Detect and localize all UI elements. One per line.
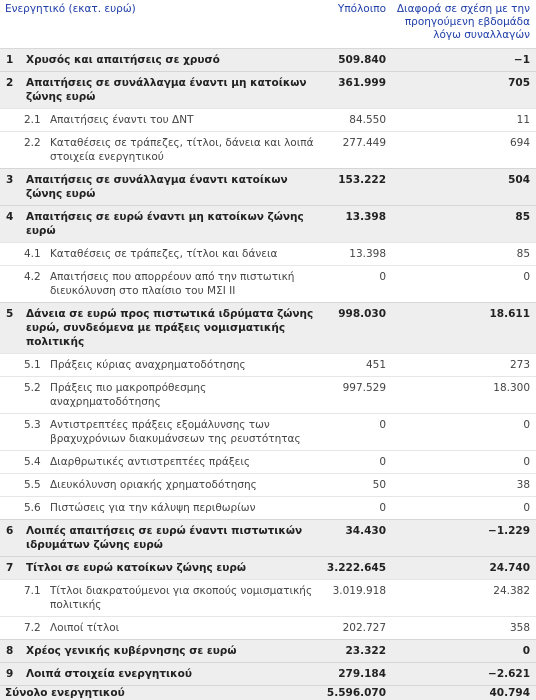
row-number: 6 (0, 520, 22, 557)
table-subrow (0, 132, 536, 169)
row-indent (0, 617, 22, 640)
row-difference: 0 (390, 640, 536, 663)
row-balance: 84.550 (320, 109, 390, 132)
table-subrow (0, 474, 536, 497)
row-indent (0, 109, 22, 132)
row-difference: 85 (390, 243, 536, 266)
row-indent (0, 377, 22, 414)
row-number: 5 (0, 303, 22, 354)
row-label: Πιστώσεις για την κάλυψη περιθωρίων (46, 497, 320, 520)
row-number: 5.1 (22, 354, 46, 377)
row-difference: 0 (390, 451, 536, 474)
row-balance: 998.030 (320, 303, 390, 354)
row-balance: 3.222.645 (320, 557, 390, 580)
row-balance: 0 (320, 451, 390, 474)
table-row (0, 557, 536, 580)
table-row (0, 520, 536, 557)
table-row (0, 663, 536, 686)
row-balance: 0 (320, 266, 390, 303)
row-indent (0, 580, 22, 617)
row-difference: 705 (390, 72, 536, 109)
row-label: Διαρθρωτικές αντιστρεπτέες πράξεις (46, 451, 320, 474)
table-row (0, 206, 536, 243)
total-difference: 40.794 (390, 686, 536, 700)
row-difference: 38 (390, 474, 536, 497)
row-number: 4.2 (22, 266, 46, 303)
table-subrow (0, 109, 536, 132)
row-balance: 23.322 (320, 640, 390, 663)
row-balance: 279.184 (320, 663, 390, 686)
row-balance: 153.222 (320, 169, 390, 206)
row-balance: 451 (320, 354, 390, 377)
row-number: 8 (0, 640, 22, 663)
row-number: 2 (0, 72, 22, 109)
row-difference: 504 (390, 169, 536, 206)
row-indent (0, 451, 22, 474)
row-number: 2.2 (22, 132, 46, 169)
row-balance: 34.430 (320, 520, 390, 557)
header-balance: Υπόλοιπο (320, 0, 390, 49)
row-label: Τίτλοι σε ευρώ κατοίκων ζώνης ευρώ (22, 557, 320, 580)
row-number: 4 (0, 206, 22, 243)
row-difference: 358 (390, 617, 536, 640)
row-balance: 202.727 (320, 617, 390, 640)
table-subrow (0, 414, 536, 451)
row-label: Χρυσός και απαιτήσεις σε χρυσό (22, 49, 320, 72)
row-balance: 13.398 (320, 243, 390, 266)
row-number: 9 (0, 663, 22, 686)
table-subrow (0, 497, 536, 520)
row-balance: 361.999 (320, 72, 390, 109)
row-indent (0, 243, 22, 266)
row-difference: 18.300 (390, 377, 536, 414)
header-difference: Διαφορά σε σχέση με την προηγούμενη εβδομάδα λόγω συναλλαγών (390, 0, 536, 49)
table-body (0, 49, 536, 686)
row-difference: −1 (390, 49, 536, 72)
row-difference: −2.621 (390, 663, 536, 686)
row-difference: 24.740 (390, 557, 536, 580)
row-label: Χρέος γενικής κυβέρνησης σε ευρώ (22, 640, 320, 663)
table-subrow (0, 580, 536, 617)
row-number: 4.1 (22, 243, 46, 266)
row-label: Δάνεια σε ευρώ προς πιστωτικά ιδρύματα ζώνης ευρώ, συνδεόμενα με πράξεις νομισματικής πολιτικής (22, 303, 320, 354)
table-row (0, 49, 536, 72)
row-label: Τίτλοι διακρατούμενοι για σκοπούς νομισματικής πολιτικής (46, 580, 320, 617)
row-label: Απαιτήσεις σε συνάλλαγμα έναντι μη κατοίκων ζώνης ευρώ (22, 72, 320, 109)
row-difference: 0 (390, 266, 536, 303)
row-balance: 0 (320, 497, 390, 520)
table-subrow (0, 617, 536, 640)
row-label: Αντιστρεπτέες πράξεις εξομάλυνσης των βραχυχρόνιων διακυμάνσεων της ρευστότητας (46, 414, 320, 451)
row-difference: 85 (390, 206, 536, 243)
row-number: 5.4 (22, 451, 46, 474)
row-label: Καταθέσεις σε τράπεζες, τίτλοι και δάνεια (46, 243, 320, 266)
row-balance: 3.019.918 (320, 580, 390, 617)
row-label: Διευκόλυνση οριακής χρηματοδότησης (46, 474, 320, 497)
row-balance: 50 (320, 474, 390, 497)
total-label: Σύνολο ενεργητικού (0, 686, 320, 700)
row-label: Λοιπά στοιχεία ενεργητικού (22, 663, 320, 686)
row-number: 7.1 (22, 580, 46, 617)
table-subrow (0, 354, 536, 377)
table-row (0, 303, 536, 354)
row-label: Πράξεις πιο μακροπρόθεσμης αναχρηματοδότησης (46, 377, 320, 414)
row-label: Απαιτήσεις σε συνάλλαγμα έναντι κατοίκων ζώνης ευρώ (22, 169, 320, 206)
row-difference: 24.382 (390, 580, 536, 617)
row-difference: 694 (390, 132, 536, 169)
row-number: 5.5 (22, 474, 46, 497)
row-label: Λοιπές απαιτήσεις σε ευρώ έναντι πιστωτικών ιδρυμάτων ζώνης ευρώ (22, 520, 320, 557)
total-balance: 5.596.070 (320, 686, 390, 700)
table-subrow (0, 451, 536, 474)
row-number: 1 (0, 49, 22, 72)
row-balance: 13.398 (320, 206, 390, 243)
header-label: Ενεργητικό (εκατ. ευρώ) (0, 0, 320, 49)
row-difference: 0 (390, 414, 536, 451)
table-row (0, 72, 536, 109)
table-subrow (0, 377, 536, 414)
table-row (0, 640, 536, 663)
row-number: 7 (0, 557, 22, 580)
table-subrow (0, 266, 536, 303)
row-number: 2.1 (22, 109, 46, 132)
row-difference: 273 (390, 354, 536, 377)
table-header (0, 0, 536, 49)
row-number: 5.6 (22, 497, 46, 520)
row-number: 3 (0, 169, 22, 206)
row-indent (0, 497, 22, 520)
row-difference: 0 (390, 497, 536, 520)
row-number: 5.3 (22, 414, 46, 451)
table-subrow (0, 243, 536, 266)
row-number: 5.2 (22, 377, 46, 414)
row-balance: 509.840 (320, 49, 390, 72)
row-indent (0, 474, 22, 497)
row-label: Απαιτήσεις έναντι του ΔΝΤ (46, 109, 320, 132)
row-indent (0, 354, 22, 377)
total-row (0, 686, 536, 700)
row-label: Καταθέσεις σε τράπεζες, τίτλοι, δάνεια και λοιπά στοιχεία ενεργητικού (46, 132, 320, 169)
row-number: 7.2 (22, 617, 46, 640)
row-balance: 997.529 (320, 377, 390, 414)
table-row (0, 169, 536, 206)
row-balance: 0 (320, 414, 390, 451)
row-difference: 11 (390, 109, 536, 132)
row-balance: 277.449 (320, 132, 390, 169)
row-label: Απαιτήσεις που απορρέουν από την πιστωτική διευκόλυνση στο πλαίσιο του ΜΣΙ ΙΙ (46, 266, 320, 303)
row-difference: 18.611 (390, 303, 536, 354)
row-indent (0, 266, 22, 303)
row-label: Απαιτήσεις σε ευρώ έναντι μη κατοίκων ζώνης ευρώ (22, 206, 320, 243)
row-label: Πράξεις κύριας αναχρηματοδότησης (46, 354, 320, 377)
row-indent (0, 414, 22, 451)
row-label: Λοιποί τίτλοι (46, 617, 320, 640)
row-difference: −1.229 (390, 520, 536, 557)
row-indent (0, 132, 22, 169)
